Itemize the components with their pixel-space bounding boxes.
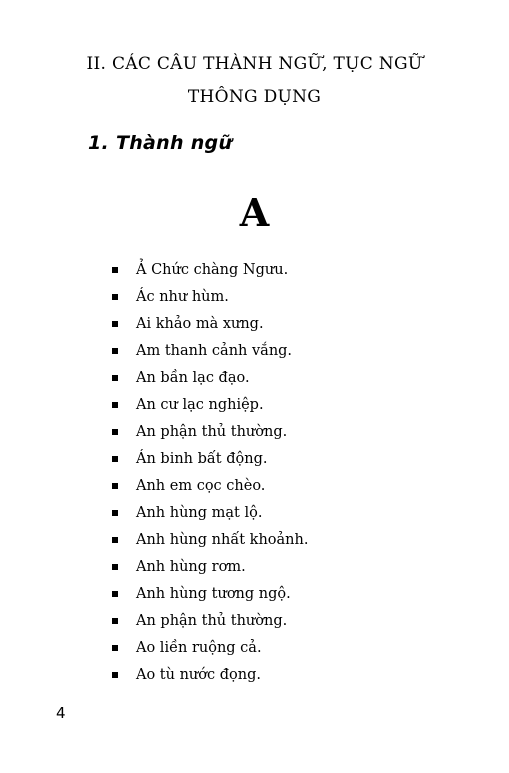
section-title-line1: II. CÁC CÂU THÀNH NGỮ, TỤC NGỮ (86, 54, 423, 74)
list-item (110, 662, 308, 689)
item-text: An phận thủ thường. (136, 424, 288, 440)
bullet-icon (112, 456, 118, 462)
bullet-icon (112, 645, 118, 651)
item-text: Anh hùng rơm. (136, 559, 246, 575)
page-number: 4 (56, 704, 66, 722)
bullet-icon (112, 591, 118, 597)
item-text: Ao liền ruộng cả. (136, 640, 262, 656)
list-item (110, 311, 308, 338)
item-text: Anh hùng nhất khoảnh. (136, 532, 309, 548)
item-text: Ả Chức chàng Ngưu. (136, 262, 289, 278)
bullet-icon (112, 510, 118, 516)
bullet-icon (112, 429, 118, 435)
list-item (110, 419, 308, 446)
bullet-icon (112, 672, 118, 678)
list-item (110, 608, 308, 635)
list-item (110, 635, 308, 662)
item-text: Anh em cọc chèo. (136, 478, 266, 494)
item-text: An phận thủ thường. (136, 613, 288, 629)
list-item (110, 473, 308, 500)
item-text: Am thanh cảnh vắng. (136, 343, 293, 359)
item-text: Ao tù nước đọng. (136, 667, 261, 683)
bullet-icon (112, 564, 118, 570)
list-item (110, 527, 308, 554)
item-text: Ai khảo mà xưng. (136, 316, 264, 332)
bullet-icon (112, 618, 118, 624)
list-item (110, 365, 308, 392)
bullet-icon (112, 537, 118, 543)
item-text: Ác như hùm. (136, 289, 229, 305)
section-title-line2: THÔNG DỤNG (187, 87, 322, 107)
list-item (110, 284, 308, 311)
list-item (110, 581, 308, 608)
list-item (110, 338, 308, 365)
idiom-list (110, 257, 308, 689)
item-text: An cư lạc nghiệp. (136, 397, 264, 413)
list-item (110, 257, 308, 284)
item-text: Anh hùng tương ngộ. (136, 586, 291, 602)
bullet-icon (112, 375, 118, 381)
item-text: Anh hùng mạt lộ. (136, 505, 263, 521)
subsection-heading: 1. Thành ngữ (88, 132, 233, 154)
item-text: Án binh bất động. (136, 451, 268, 467)
bullet-icon (112, 483, 118, 489)
bullet-icon (112, 348, 118, 354)
bullet-icon (112, 267, 118, 273)
bullet-icon (112, 294, 118, 300)
letter-heading: A (239, 190, 270, 235)
list-item (110, 392, 308, 419)
list-item (110, 446, 308, 473)
list-item (110, 500, 308, 527)
item-text: An bần lạc đạo. (136, 370, 250, 386)
list-item (110, 554, 308, 581)
bullet-icon (112, 402, 118, 408)
bullet-icon (112, 321, 118, 327)
